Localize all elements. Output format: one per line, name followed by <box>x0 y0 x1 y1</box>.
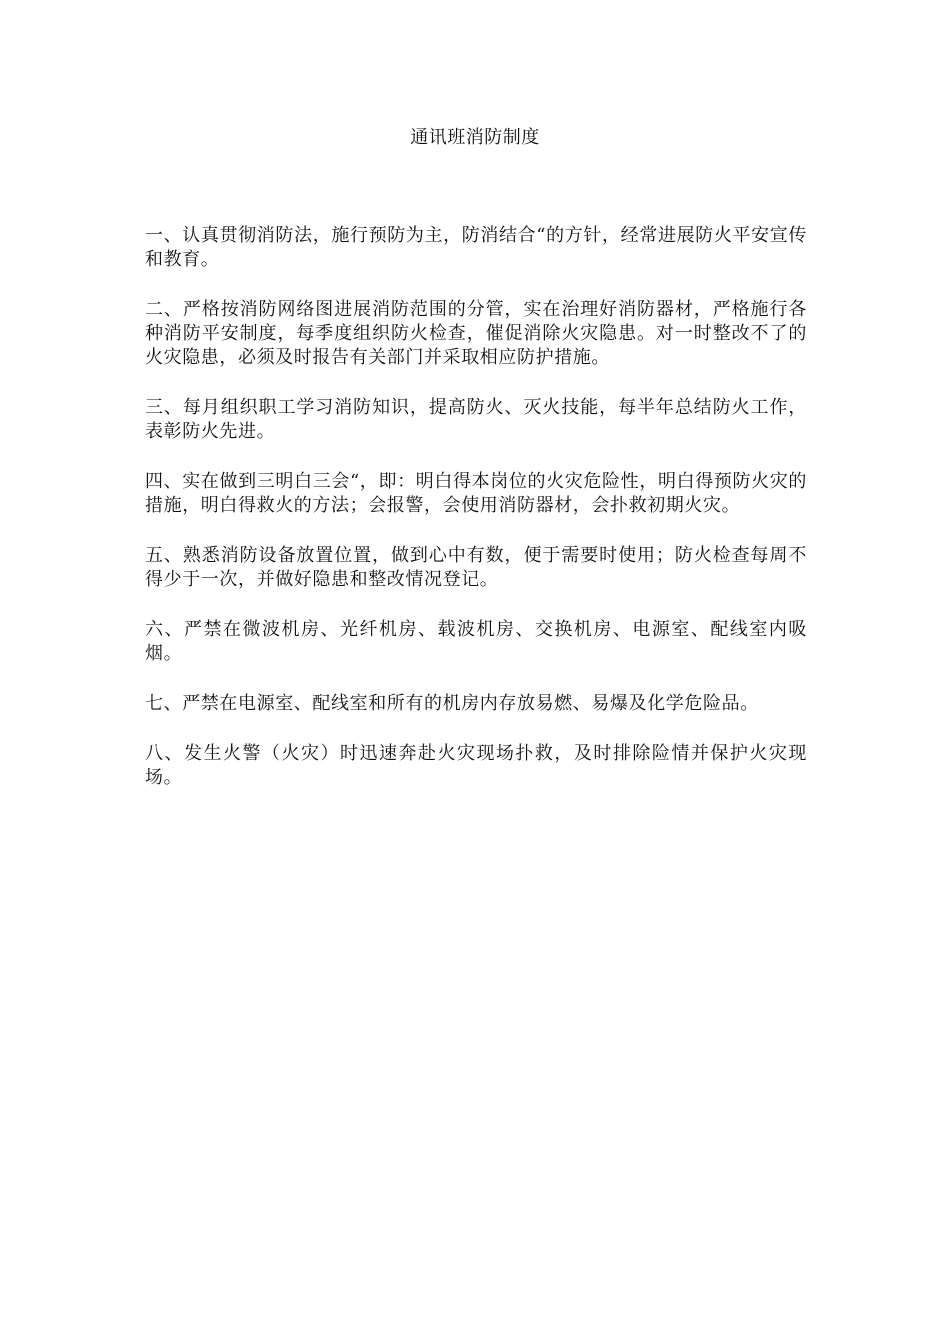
document-body <box>145 224 807 816</box>
rule-paragraph-3: 三、每月组织职工学习消防知识，提高防火、灭火技能，每半年总结防火工作，表彰防火先进。 <box>145 397 807 442</box>
rule-paragraph-4: 四、实在做到三明白三会“，即：明白得本岗位的火灾危险性，明白得预防火灾的措施，明白得救火的方法；会报警，会使用消防器材，会扑救初期火灾。 <box>145 471 807 516</box>
rule-paragraph-7: 七、严禁在电源室、配线室和所有的机房内存放易燃、易爆及化学危险品。 <box>145 693 759 714</box>
rule-paragraph-2: 二、严格按消防网络图进展消防范围的分管，实在治理好消防器材，严格施行各种消防平安制度，每季度组织防火检查，催促消除火灾隐患。对一时整改不了的火灾隐患，必须及时报告有关部门并采取相应防护措施。 <box>145 299 807 368</box>
rule-paragraph-8: 八、发生火警（火灾）时迅速奔赴火灾现场扑救，及时排除险情并保护火灾现场。 <box>145 743 807 788</box>
rule-paragraph-5: 五、熟悉消防设备放置位置，做到心中有数，便于需要时使用；防火检查每周不得少于一次，并做好隐患和整改情况登记。 <box>145 545 807 590</box>
document-title: 通讯班消防制度 <box>410 127 540 148</box>
rule-paragraph-6: 六、严禁在微波机房、光纤机房、载波机房、交换机房、电源室、配线室内吸烟。 <box>145 619 807 664</box>
rule-paragraph-1: 一、认真贯彻消防法，施行预防为主，防消结合“的方针，经常进展防火平安宣传和教育。 <box>145 225 807 270</box>
